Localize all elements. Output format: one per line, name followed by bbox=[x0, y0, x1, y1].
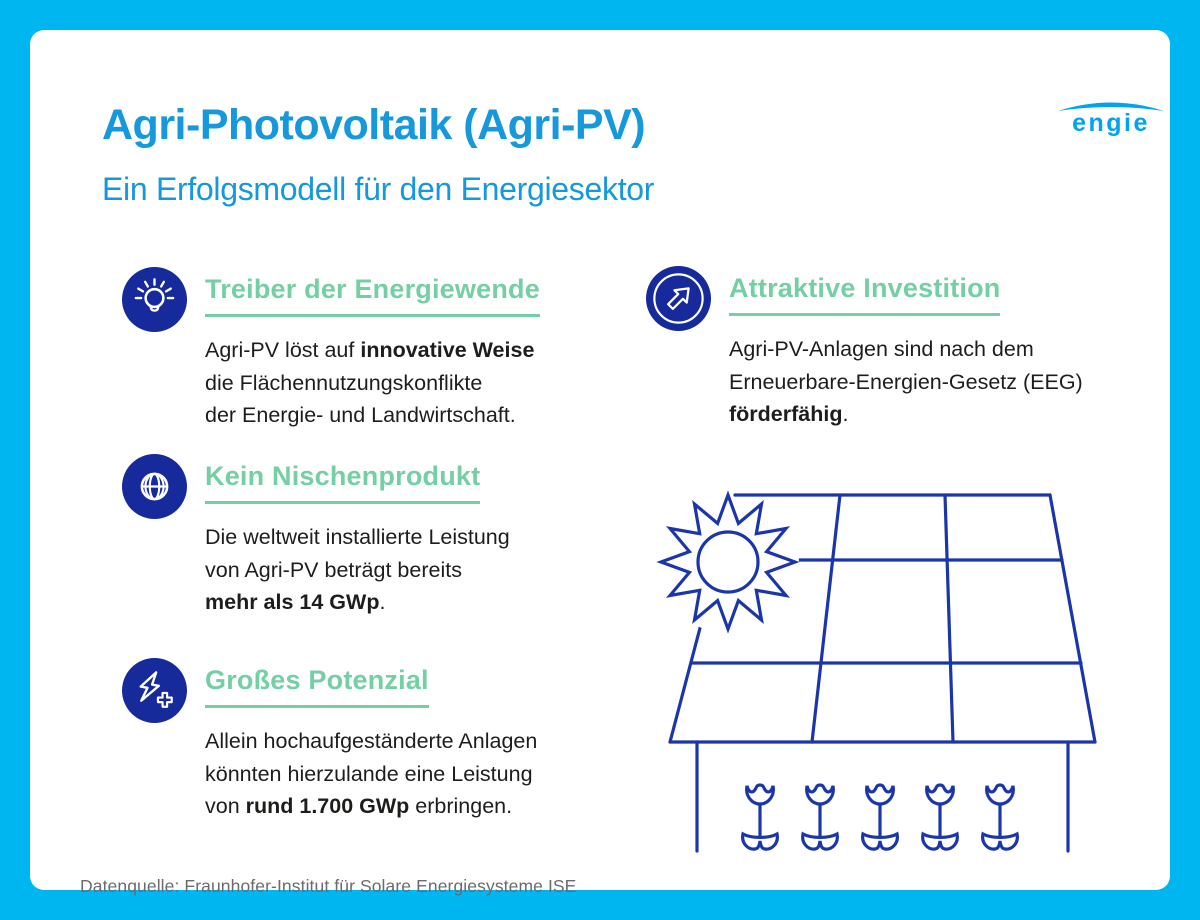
agri-pv-illustration bbox=[650, 480, 1150, 880]
infographic-card bbox=[30, 30, 1170, 896]
section-heading: Kein Nischenprodukt bbox=[205, 461, 480, 504]
section-treiber-der-energiewende bbox=[122, 267, 540, 432]
tulip-icon bbox=[983, 785, 1018, 849]
arrow-up-right-icon bbox=[646, 266, 711, 331]
tulip-icon bbox=[923, 785, 958, 849]
tulip-icon bbox=[743, 785, 778, 849]
section-text-line: von rund 1.700 GWp erbringen. bbox=[205, 794, 513, 819]
engie-wordmark: engie bbox=[1072, 109, 1150, 137]
section-text-line: Allein hochaufgeständerte Anlagen bbox=[205, 729, 538, 754]
section-text-line: Agri-PV löst auf innovative Weise bbox=[205, 338, 535, 363]
section-heading: Großes Potenzial bbox=[205, 665, 429, 708]
section-grosses-potenzial bbox=[122, 658, 537, 823]
tulip-icon bbox=[803, 785, 838, 849]
section-text-line: von Agri-PV beträgt bereits bbox=[205, 557, 462, 582]
section-text-line: Die weltweit installierte Leistung bbox=[205, 525, 510, 550]
section-text-line: förderfähig. bbox=[729, 402, 849, 427]
page-subtitle: Ein Erfolgsmodell für den Energiesektor bbox=[102, 171, 655, 207]
section-text-line: könnten hierzulande eine Leistung bbox=[205, 761, 533, 786]
section-attraktive-investition bbox=[646, 266, 1083, 431]
section-heading: Treiber der Energiewende bbox=[205, 274, 540, 317]
lightning-plus-icon bbox=[122, 658, 187, 723]
section-text-line: der Energie- und Landwirtschaft. bbox=[205, 403, 516, 428]
section-kein-nischenprodukt bbox=[122, 454, 510, 619]
section-text-line: die Flächennutzungskonflikte bbox=[205, 370, 483, 395]
tulip-row bbox=[743, 785, 1018, 849]
lightbulb-icon bbox=[122, 267, 187, 332]
page-title: Agri-Photovoltaik (Agri-PV) bbox=[102, 101, 646, 149]
section-text-line: Agri-PV-Anlagen sind nach dem bbox=[729, 337, 1034, 362]
data-source: Datenquelle: Fraunhofer-Institut für Solare Energiesysteme ISE bbox=[80, 876, 577, 896]
tulip-icon bbox=[863, 785, 898, 849]
section-text-line: Erneuerbare-Energien-Gesetz (EEG) bbox=[729, 369, 1083, 394]
engie-logo bbox=[1055, 94, 1167, 140]
section-text-line: mehr als 14 GWp. bbox=[205, 590, 386, 615]
section-heading: Attraktive Investition bbox=[729, 273, 1000, 316]
globe-icon bbox=[122, 454, 187, 519]
